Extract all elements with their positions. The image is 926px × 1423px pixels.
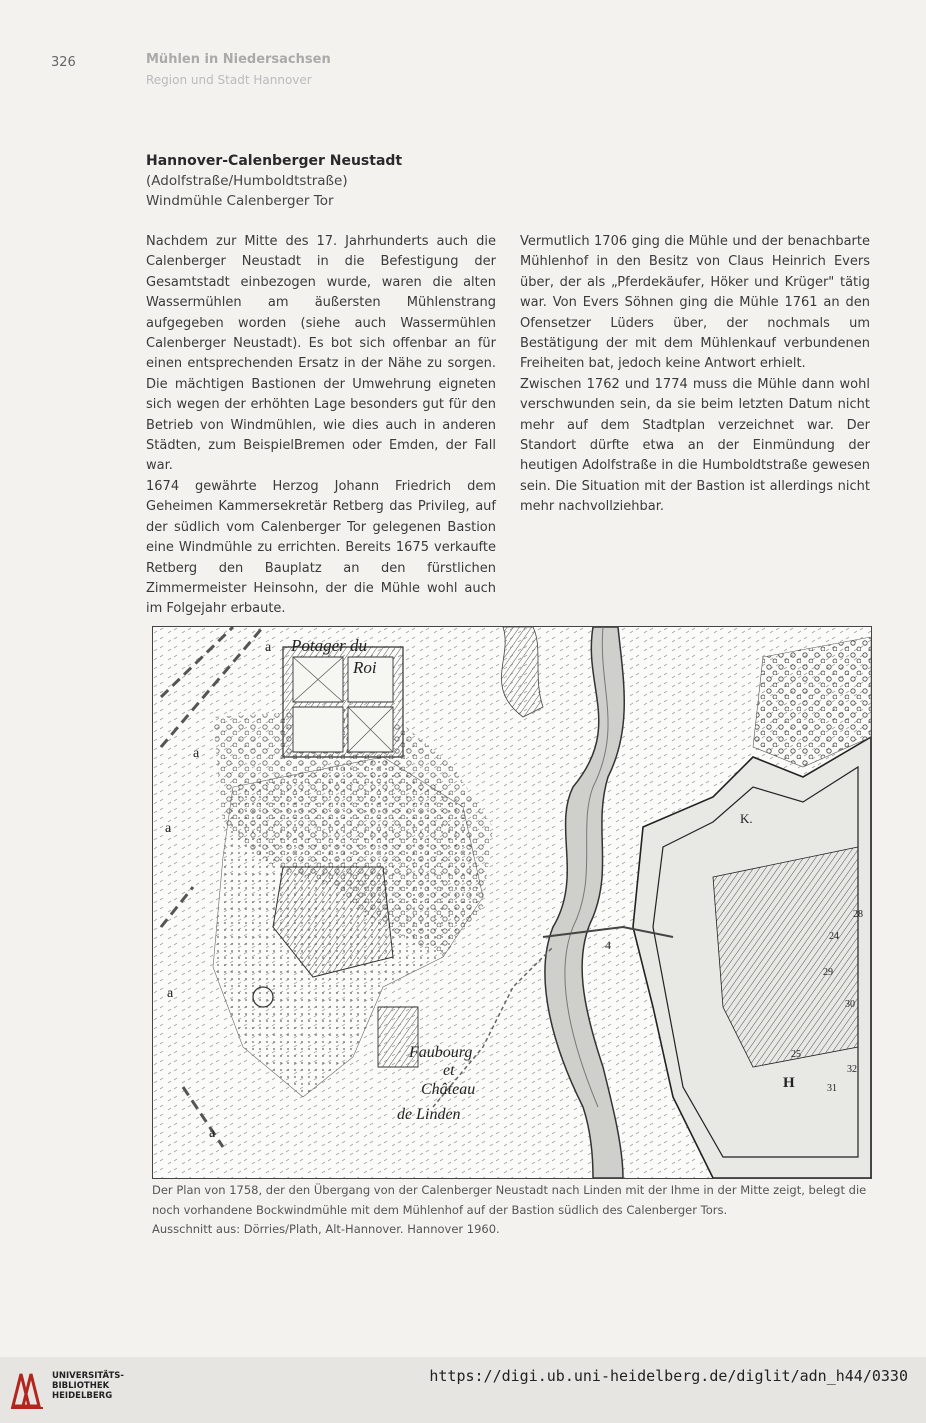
paragraph: Zwischen 1762 und 1774 muss die Mühle dann wohl verschwunden sein, da sie beim letzten Datum nicht mehr auf dem Stadtplan verzeichnet war. Der Standort dürfte etwa an der Einmündung der heutigen Adolfstraße in die Humboldtstraße gewesen sein. Die Situation mit der Bastion ist allerdings nicht mehr nachvollziehbar. bbox=[520, 376, 870, 515]
label-chateau: Château bbox=[421, 1081, 476, 1098]
label-potager: Potager du bbox=[291, 636, 368, 655]
library-logo-icon bbox=[9, 1366, 47, 1412]
letter-a: a bbox=[209, 1126, 216, 1141]
library-name-line: UNIVERSITÄTS- bbox=[52, 1371, 124, 1381]
letter-k: K. bbox=[740, 811, 753, 826]
label-de-linden: de Linden bbox=[397, 1106, 461, 1123]
letter-a: a bbox=[193, 746, 200, 761]
letter-a: a bbox=[167, 986, 174, 1001]
historic-map-1758 bbox=[152, 626, 872, 1179]
paragraph: Nachdem zur Mitte des 17. Jahrhunderts auch die Calenberger Neustadt in die Befestigung der Gesamtstadt einbezogen wurde, waren die alten Wassermühlen am äußersten Mühlenstrang aufgegeben worden (siehe auch Wassermühlen Calenberger Neustadt). Es bot sich offenbar an für einen entsprechenden Ersatz in der Nähe zu sorgen. Die mächtigen Bastionen der Umwehrung eigneten sich wegen der erhöhten Lage besonders gut für den Betrieb von Windmühlen, wie dies auch in anderen Städten, zum BeispielBremen oder Emden, der Fall war. bbox=[146, 234, 496, 474]
running-subtitle: Region und Stadt Hannover bbox=[146, 73, 312, 87]
figure-caption bbox=[152, 1181, 877, 1240]
paragraph: Vermutlich 1706 ging die Mühle und der benachbarte Mühlenhof in den Besitz von Claus Heinrich Evers über, der als „Pferdekäufer, Höker und Krüger" tätig war. Von Evers Söhnen ging die Mühle 1761 an den Ofensetzer Lüders über, der nochmals um Bestätigung der mit dem Mühlenkauf verbundenen Freiheiten bat, jedoch keine Antwort erhielt. bbox=[520, 234, 870, 372]
map-number: 25 bbox=[791, 1049, 801, 1060]
map-number: 32 bbox=[847, 1064, 857, 1075]
page-number: 326 bbox=[51, 55, 76, 70]
map-number: 4 bbox=[605, 938, 611, 952]
letter-a: a bbox=[165, 821, 172, 836]
source-url-link[interactable]: https://digi.ub.uni-heidelberg.de/diglit/adn_h44/0330 bbox=[429, 1367, 908, 1385]
running-title: Mühlen in Niedersachsen bbox=[146, 52, 331, 67]
entry-subtitle-mill: Windmühle Calenberger Tor bbox=[146, 193, 334, 209]
map-number: 31 bbox=[827, 1083, 837, 1094]
letter-h: H bbox=[783, 1075, 795, 1091]
label-faubourg: Faubourg bbox=[409, 1044, 473, 1061]
map-number: 29 bbox=[823, 967, 833, 978]
paragraph: 1674 gewährte Herzog Johann Friedrich dem Geheimen Kammersekretär Retberg das Privileg, auf der südlich vom Calenberger Tor gelegenen Bastion eine Windmühle zu errichten. Bereits 1675 verkaufte Retberg den Bauplatz an den fürstlichen Zimmermeister Heinsohn, der die Mühle wohl auch im Folgejahr erbaute. bbox=[146, 478, 496, 617]
label-roi: Roi bbox=[353, 658, 377, 677]
entry-subtitle-address: (Adolfstraße/Humboldtstraße) bbox=[146, 173, 348, 189]
footer-bar bbox=[0, 1357, 926, 1423]
text-column-right bbox=[520, 232, 870, 518]
map-number: 28 bbox=[853, 909, 863, 920]
library-name-line: BIBLIOTHEK bbox=[52, 1381, 110, 1391]
entry-title: Hannover-Calenberger Neustadt bbox=[146, 153, 403, 169]
library-name-line: HEIDELBERG bbox=[52, 1391, 113, 1401]
library-name bbox=[52, 1371, 124, 1401]
map-drawing bbox=[153, 627, 871, 1178]
caption-text: Der Plan von 1758, der den Übergang von der Calenberger Neustadt nach Linden mit der Ihme in der Mitte zeigt, belegt die noch vorhandene Bockwindmühle mit dem Mühlenhof auf der Bastion südlich des Calenberger Tors. bbox=[152, 1183, 867, 1217]
entry-heading bbox=[146, 151, 402, 211]
text-column-left bbox=[146, 232, 496, 620]
label-et: et bbox=[443, 1062, 455, 1079]
map-number: 30 bbox=[845, 999, 855, 1010]
caption-source: Ausschnitt aus: Dörries/Plath, Alt-Hannover. Hannover 1960. bbox=[152, 1222, 500, 1236]
map-number: 24 bbox=[829, 931, 839, 942]
letter-a: a bbox=[265, 640, 272, 655]
